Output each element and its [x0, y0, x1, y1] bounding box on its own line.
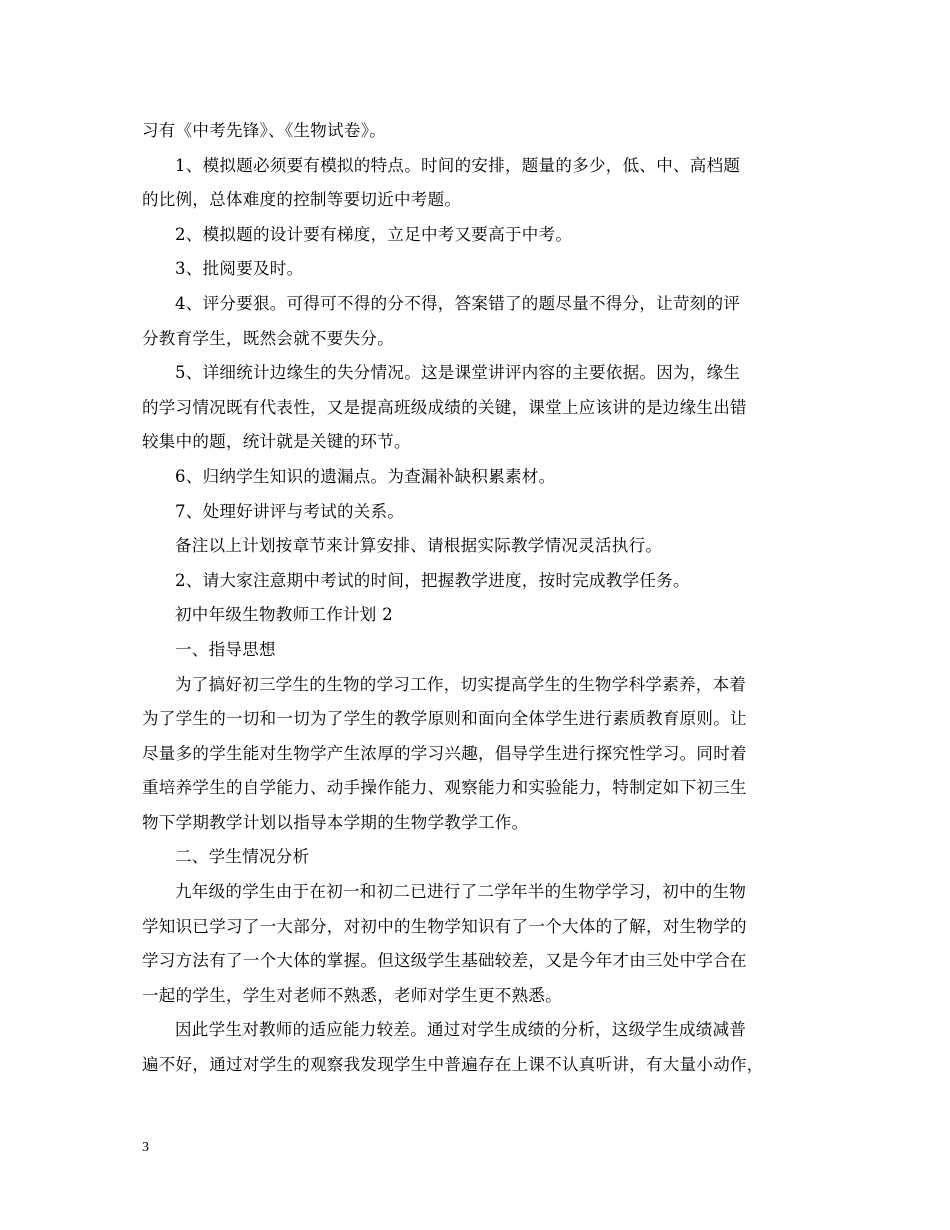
text-line: 3、批阅要及时。 — [175, 259, 304, 279]
text-line: 为了学生的一切和一切为了学生的教学原则和面向全体学生进行素质教育原则。让 — [142, 709, 747, 729]
text-line: 4、评分要狠。可得可不得的分不得，答案错了的题尽量不得分，让苛刻的评 — [175, 293, 741, 313]
text-line: 7、处理好讲评与考试的关系。 — [175, 501, 405, 521]
text-line: 5、详细统计边缘生的失分情况。这是课堂讲评内容的主要依据。因为，缘生 — [175, 363, 741, 383]
text-line: 一、指导思想 — [175, 639, 276, 659]
text-line: 学习方法有了一个大体的掌握。但这级学生基础较差，又是今年才由三处中学合在 — [142, 951, 747, 971]
text-line: 九年级的学生由于在初一和初二已进行了二学年半的生物学学习，初中的生物 — [175, 882, 747, 902]
text-line: 为了搞好初三学生的生物的学习工作，切实提高学生的生物学科学素养，本着 — [175, 674, 747, 694]
text-line: 遍不好，通过对学生的观察我发现学生中普遍存在上课不认真听讲，有大量小动作， — [142, 1055, 764, 1075]
text-line: 分教育学生，既然会就不要失分。 — [142, 328, 394, 348]
text-line: 较集中的题，统计就是关键的环节。 — [142, 432, 411, 452]
text-line: 重培养学生的自学能力、动手操作能力、观察能力和实验能力，特制定如下初三生 — [142, 778, 747, 798]
text-line: 备注以上计划按章节来计算安排、请根据实际教学情况灵活执行。 — [175, 536, 663, 556]
text-line: 初中年级生物教师工作计划 2 — [175, 605, 393, 625]
document-body — [142, 114, 810, 1083]
text-line: 1、模拟题必须要有模拟的特点。时间的安排，题量的多少，低、中、高档题 — [175, 155, 741, 175]
text-line: 的比例，总体难度的控制等要切近中考题。 — [142, 190, 462, 210]
text-line: 尽量多的学生能对生物学产生浓厚的学习兴趣，倡导学生进行探究性学习。同时着 — [142, 743, 747, 763]
text-line: 的学习情况既有代表性，又是提高班级成绩的关键，课堂上应该讲的是边缘生出错 — [142, 397, 747, 417]
text-line: 一起的学生，学生对老师不熟悉，老师对学生更不熟悉。 — [142, 985, 562, 1005]
text-line: 习有《中考先锋》、《生物试卷》。 — [142, 121, 387, 140]
text-line: 2、模拟题的设计要有梯度，立足中考又要高于中考。 — [175, 224, 573, 244]
page-number: 3 — [142, 1140, 149, 1155]
text-line: 因此学生对教师的适应能力较差。通过对学生成绩的分析，这级学生成绩减普 — [175, 1020, 747, 1040]
text-line: 学知识已学习了一大部分，对初中的生物学知识有了一个大体的了解，对生物学的 — [142, 916, 747, 936]
text-line: 2、请大家注意期中考试的时间，把握教学进度，按时完成教学任务。 — [175, 570, 690, 590]
text-line: 6、归纳学生知识的遗漏点。为查漏补缺积累素材。 — [175, 466, 556, 486]
text-line: 物下学期教学计划以指导本学期的生物学教学工作。 — [142, 812, 529, 832]
text-line: 二、学生情况分析 — [175, 847, 310, 867]
